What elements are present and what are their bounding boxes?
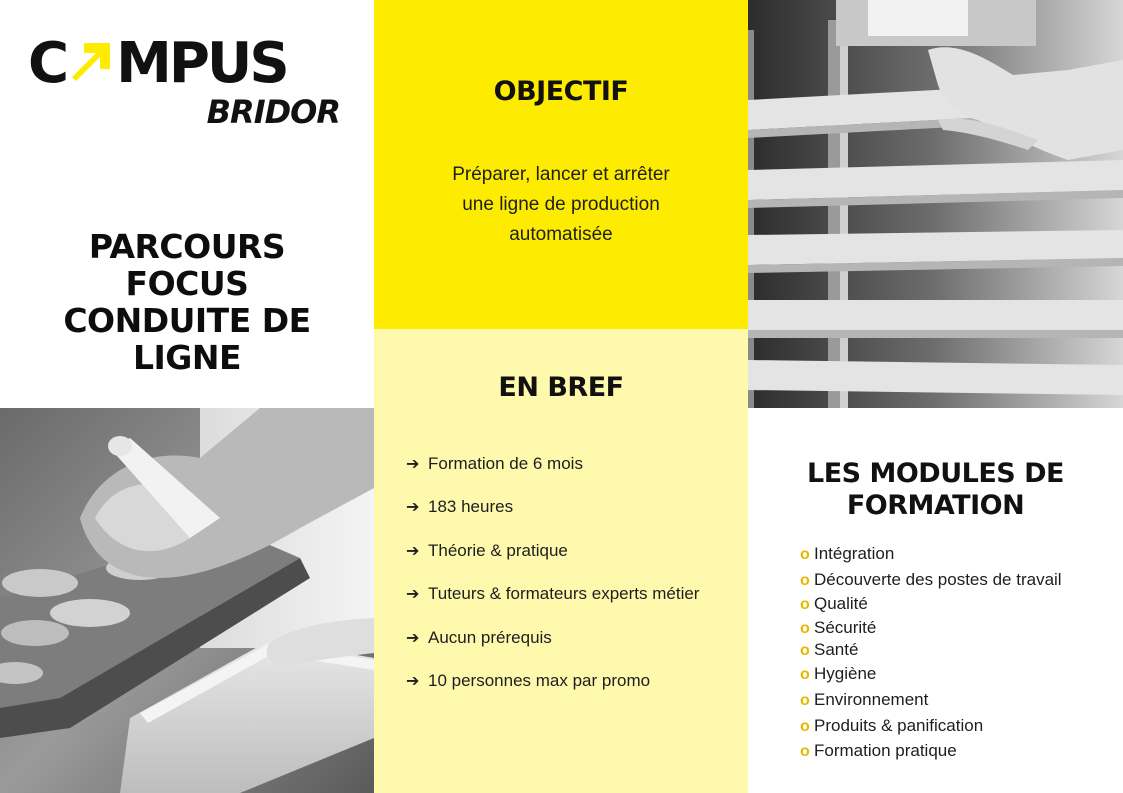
- list-item: ➔ Théorie & pratique: [406, 539, 699, 582]
- bullet-icon: o: [800, 666, 810, 683]
- bullet-icon: o: [800, 572, 810, 589]
- list-item: o Formation pratique: [800, 741, 957, 760]
- logo-letters-mpus: MPUS: [116, 31, 287, 96]
- list-item: ➔ 10 personnes max par promo: [406, 669, 699, 712]
- title-line: PARCOURS: [88, 227, 286, 266]
- logo-wordmark: [28, 31, 287, 96]
- page-title: [0, 228, 374, 376]
- bullet-icon: o: [800, 692, 810, 709]
- objectif-text: [374, 160, 748, 250]
- objectif-line: Préparer, lancer et arrêter: [452, 164, 670, 185]
- arrow-right-icon: ➔: [406, 497, 420, 517]
- modules-list: [800, 544, 1062, 765]
- list-item: o Produits & panification: [800, 716, 984, 735]
- bullet-icon: o: [800, 718, 810, 735]
- bullet-icon: o: [800, 620, 810, 637]
- title-line: FOCUS: [125, 264, 249, 303]
- list-item: ➔ Tuteurs & formateurs experts métier: [406, 582, 699, 625]
- modules-heading-line: FORMATION: [846, 490, 1025, 521]
- arrow-right-icon: ➔: [406, 670, 420, 690]
- arrow-right-icon: ➔: [406, 540, 420, 560]
- croissant-production-photo: [0, 408, 374, 793]
- list-item: o Hygiène: [800, 664, 877, 683]
- title-line: CONDUITE DE: [63, 301, 311, 340]
- logo-letter-c: C: [28, 31, 67, 96]
- arrow-right-icon: ➔: [406, 454, 420, 473]
- bullet-icon: o: [800, 596, 810, 613]
- modules-heading-line: LES MODULES DE: [806, 458, 1064, 489]
- logo-bridor: BRIDOR: [206, 93, 340, 131]
- bref-heading: EN BREF: [498, 372, 624, 403]
- bref-list: [406, 452, 699, 712]
- arrow-right-icon: ➔: [406, 584, 420, 604]
- list-item: ➔ Aucun prérequis: [406, 626, 699, 669]
- logo-arrow-icon: [68, 39, 114, 85]
- list-item: o Intégration: [800, 544, 895, 563]
- modules-heading: [748, 458, 1123, 522]
- list-item: o Santé: [800, 640, 859, 659]
- list-item: ➔ Formation de 6 mois: [406, 452, 699, 495]
- arrow-right-icon: ➔: [406, 627, 420, 647]
- list-item: o Environnement: [800, 690, 929, 709]
- campus-bridor-logo: [28, 31, 348, 132]
- bullet-icon: o: [800, 546, 810, 563]
- list-item: o Sécurité: [800, 618, 877, 637]
- bullet-icon: o: [800, 743, 810, 760]
- tray-rack-photo: [748, 0, 1123, 408]
- title-line: LIGNE: [132, 338, 242, 377]
- objectif-line: automatisée: [509, 224, 613, 245]
- bullet-icon: o: [800, 642, 810, 659]
- list-item: o Découverte des postes de travail: [800, 570, 1062, 589]
- objectif-heading: OBJECTIF: [493, 76, 629, 107]
- objectif-line: une ligne de production: [462, 194, 660, 215]
- list-item: ➔ 183 heures: [406, 495, 699, 538]
- list-item: o Qualité: [800, 594, 868, 613]
